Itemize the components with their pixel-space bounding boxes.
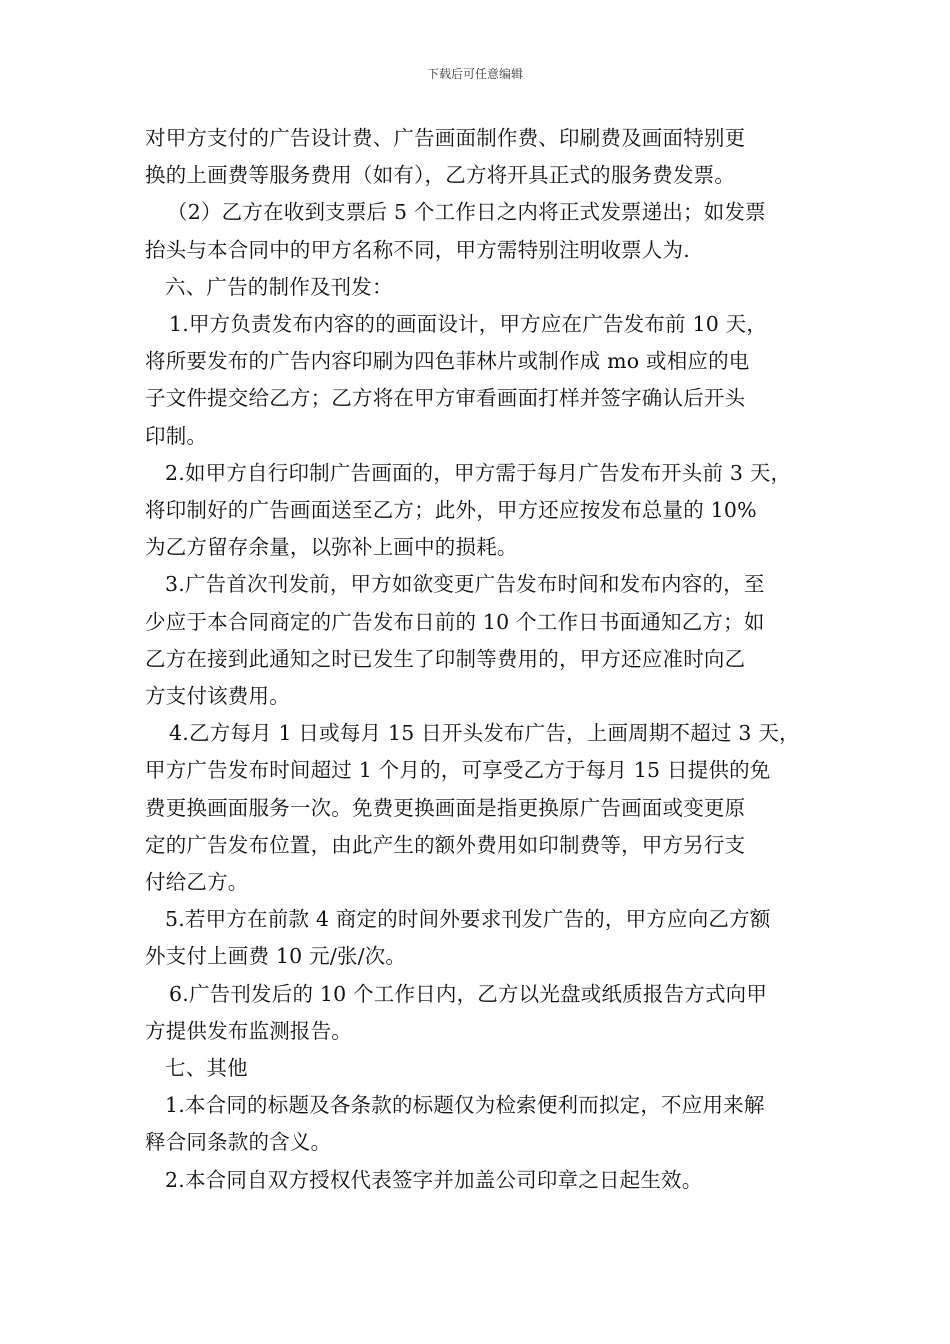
document-body [145, 120, 820, 1199]
text-line: 2.如甲方自行印制广告画面的，甲方需于每月广告发布开头前 3 天， [165, 460, 792, 485]
text-line: 5.若甲方在前款 4 商定的时间外要求刊发广告的，甲方应向乙方额 [165, 907, 771, 932]
text-line: 方支付该费用。 [145, 684, 290, 709]
text-line: 换的上画费等服务费用（如有），乙方将开具正式的服务费发票。 [145, 163, 736, 188]
text-line: 少应于本合同商定的广告发布日前的 10 个工作日书面通知乙方；如 [145, 609, 765, 634]
text-line: 释合同条款的含义。 [145, 1130, 332, 1155]
text-line: 对甲方支付的广告设计费、广告画面制作费、印刷费及画面特别更 [145, 126, 746, 150]
text-line: 4.乙方每月 1 日或每月 15 日开头发布广告，上画周期不超过 3 天， [169, 721, 800, 746]
text-line: 抬头与本合同中的甲方名称不同，甲方需特别注明收票人为. [145, 237, 690, 262]
text-line: 1.本合同的标题及各条款的标题仅为检索便利而拟定，不应用来解 [165, 1093, 765, 1118]
text-line: 3.广告首次刊发前，甲方如欲变更广告发布时间和发布内容的，至 [165, 572, 765, 597]
section-heading: 六、广告的制作及刊发： [165, 274, 393, 299]
text-line: 将印制好的广告画面送至乙方；此外，甲方还应按发布总量的 10% [145, 498, 757, 523]
text-line: 费更换画面服务一次。免费更换画面是指更换原广告画面或变更原 [145, 795, 746, 820]
text-line: 定的广告发布位置，由此产生的额外费用如印制费等，甲方另行支 [145, 832, 746, 857]
text-line: 子文件提交给乙方；乙方将在甲方审看画面打样并签字确认后开头 [145, 386, 746, 411]
text-line: 外支付上画费 10 元/张/次。 [145, 944, 407, 969]
text-line: 1.甲方负责发布内容的的画面设计，甲方应在广告发布前 10 天， [169, 312, 768, 337]
text-line: 付给乙方。 [145, 870, 249, 895]
text-line: 6.广告刊发后的 10 个工作日内，乙方以光盘或纸质报告方式向甲 [169, 981, 768, 1006]
text-line: （2）乙方在收到支票后 5 个工作日之内将正式发票递出；如发票 [167, 200, 766, 225]
text-line: 2.本合同自双方授权代表签字并加盖公司印章之日起生效。 [165, 1167, 703, 1192]
text-line: 将所要发布的广告内容印刷为四色菲林片或制作成 mo 或相应的电 [145, 349, 750, 374]
text-line: 为乙方留存余量，以弥补上画中的损耗。 [145, 535, 518, 560]
text-line: 乙方在接到此通知之时已发生了印制等费用的，甲方还应准时向乙 [145, 646, 746, 671]
page-header: 下载后可任意编辑 [426, 67, 523, 81]
text-line: 方提供发布监测报告。 [145, 1018, 352, 1043]
section-heading: 七、其他 [165, 1056, 248, 1081]
text-line: 甲方广告发布时间超过 1 个月的，可享受乙方于每月 15 日提供的免 [145, 758, 771, 783]
text-line: 印制。 [145, 423, 208, 448]
